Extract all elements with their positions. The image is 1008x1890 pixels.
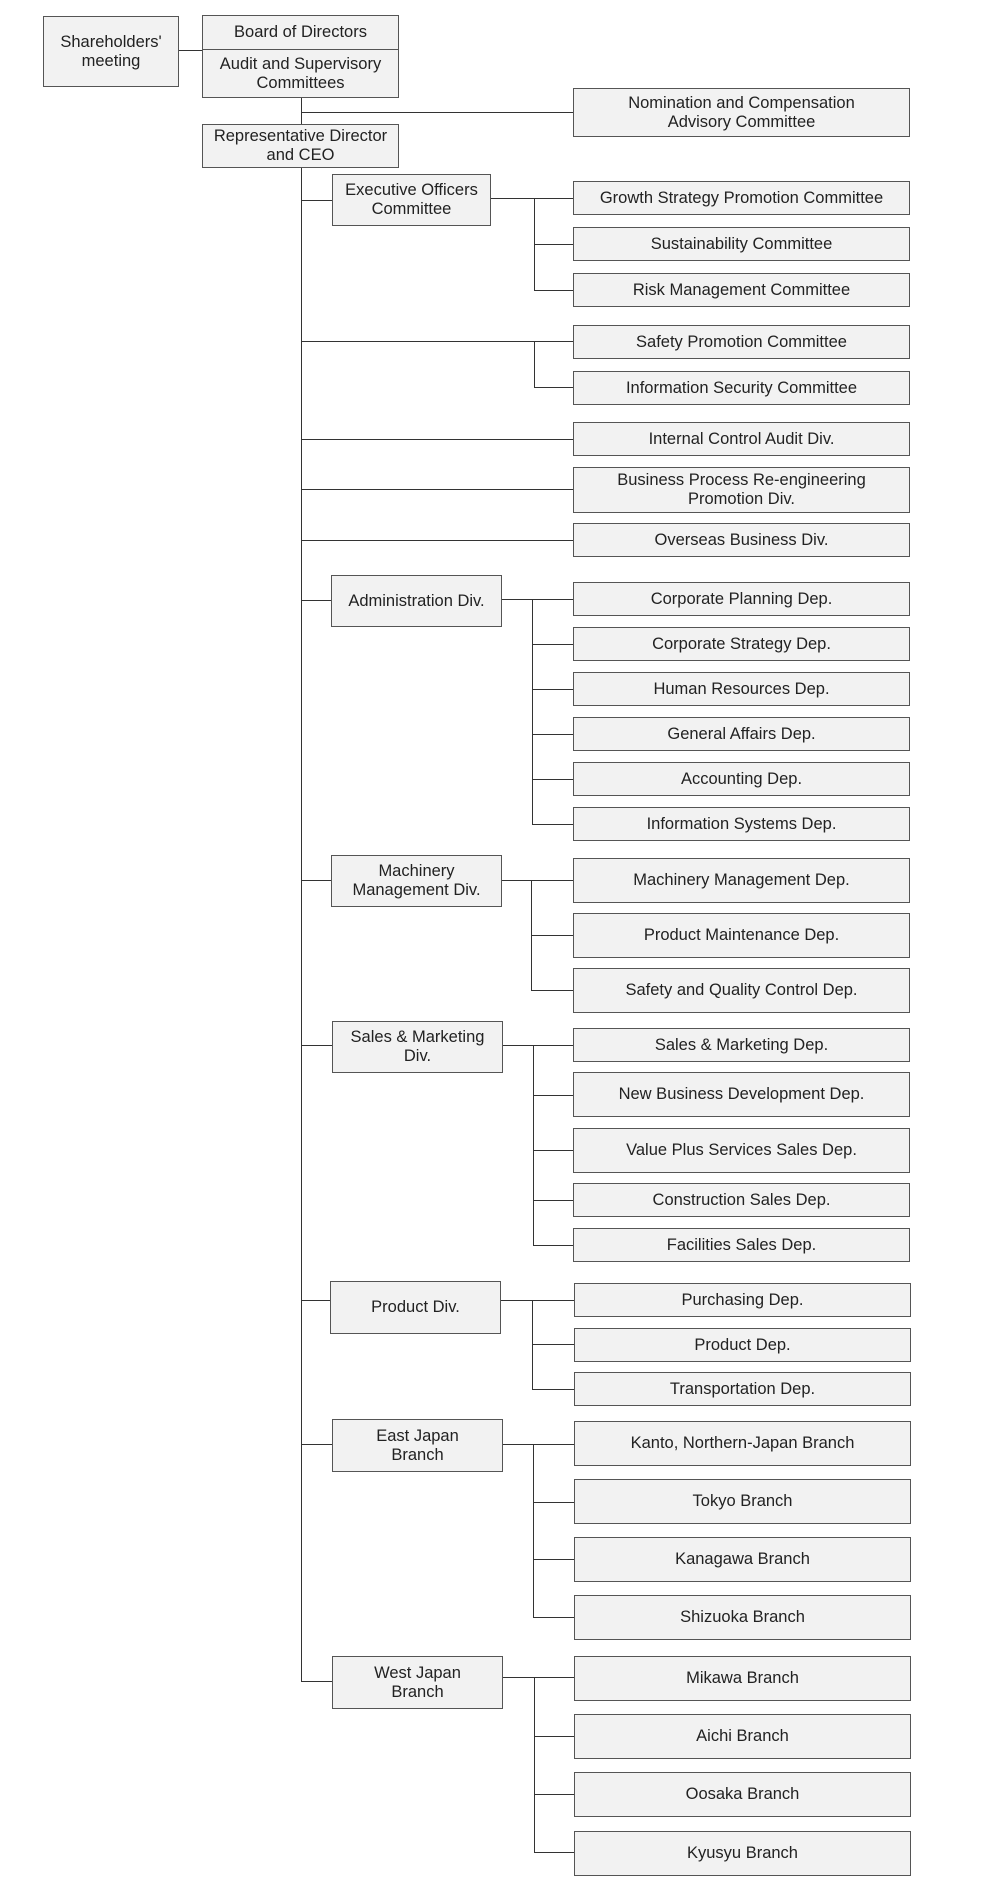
connector — [490, 198, 574, 199]
information-security-committee-box: Information Security Committee — [573, 371, 910, 405]
connector — [533, 1095, 574, 1096]
oosaka-branch-box: Oosaka Branch — [574, 1772, 911, 1817]
connector — [534, 1736, 575, 1737]
value-plus-services-box: Value Plus Services Sales Dep. — [573, 1128, 910, 1173]
connector — [301, 1444, 333, 1445]
connector — [301, 540, 574, 541]
product-div-box: Product Div. — [330, 1281, 501, 1334]
connector — [532, 644, 574, 645]
connector — [301, 880, 332, 881]
connector — [532, 599, 533, 825]
transportation-box: Transportation Dep. — [574, 1372, 911, 1406]
connector — [301, 200, 333, 201]
connector — [178, 50, 203, 51]
mikawa-branch-box: Mikawa Branch — [574, 1656, 911, 1701]
safety-quality-control-box: Safety and Quality Control Dep. — [573, 968, 910, 1013]
machinery-management-div-box: Machinery Management Div. — [331, 855, 502, 907]
connector — [301, 1045, 333, 1046]
internal-control-audit-box: Internal Control Audit Div. — [573, 422, 910, 456]
administration-div-box: Administration Div. — [331, 575, 502, 627]
connector — [534, 1852, 575, 1853]
executive-officers-committee-box: Executive Officers Committee — [332, 174, 491, 226]
connector — [532, 1344, 575, 1345]
east-japan-branch-box: East Japan Branch — [332, 1419, 503, 1472]
sustainability-committee-box: Sustainability Committee — [573, 227, 910, 261]
product-maintenance-box: Product Maintenance Dep. — [573, 913, 910, 958]
machinery-management-dep-box: Machinery Management Dep. — [573, 858, 910, 903]
connector — [533, 1245, 574, 1246]
human-resources-box: Human Resources Dep. — [573, 672, 910, 706]
sales-marketing-div-box: Sales & Marketing Div. — [332, 1021, 503, 1073]
information-systems-box: Information Systems Dep. — [573, 807, 910, 841]
audit-committees-box: Audit and Supervisory Committees — [202, 49, 399, 98]
connector — [533, 1502, 575, 1503]
kanagawa-branch-box: Kanagawa Branch — [574, 1537, 911, 1582]
connector — [301, 600, 332, 601]
growth-strategy-committee-box: Growth Strategy Promotion Committee — [573, 181, 910, 215]
connector — [532, 779, 574, 780]
connector — [532, 734, 574, 735]
overseas-business-box: Overseas Business Div. — [573, 523, 910, 557]
connector — [301, 98, 302, 124]
connector — [532, 824, 574, 825]
construction-sales-box: Construction Sales Dep. — [573, 1183, 910, 1217]
connector — [533, 1444, 534, 1618]
connector — [533, 1045, 534, 1246]
corporate-strategy-box: Corporate Strategy Dep. — [573, 627, 910, 661]
connector — [533, 1617, 575, 1618]
connector — [301, 1681, 333, 1682]
general-affairs-box: General Affairs Dep. — [573, 717, 910, 751]
connector — [534, 244, 574, 245]
bpr-promotion-box: Business Process Re-engineering Promotion Div. — [573, 467, 910, 513]
purchasing-box: Purchasing Dep. — [574, 1283, 911, 1317]
kyusyu-branch-box: Kyusyu Branch — [574, 1831, 911, 1876]
shareholders-meeting-box: Shareholders' meeting — [43, 16, 179, 87]
connector — [503, 1444, 575, 1445]
connector — [533, 1200, 574, 1201]
connector — [534, 341, 535, 388]
aichi-branch-box: Aichi Branch — [574, 1714, 911, 1759]
shizuoka-branch-box: Shizuoka Branch — [574, 1595, 911, 1640]
connector — [301, 112, 574, 113]
sales-marketing-dep-box: Sales & Marketing Dep. — [573, 1028, 910, 1062]
nomination-committee-box: Nomination and Compensation Advisory Committee — [573, 88, 910, 137]
kanto-northern-japan-box: Kanto, Northern-Japan Branch — [574, 1421, 911, 1466]
connector — [534, 387, 574, 388]
safety-promotion-committee-box: Safety Promotion Committee — [573, 325, 910, 359]
connector — [301, 489, 574, 490]
connector — [534, 1794, 575, 1795]
connector — [503, 1677, 575, 1678]
new-business-development-box: New Business Development Dep. — [573, 1072, 910, 1117]
connector — [503, 1045, 574, 1046]
west-japan-branch-box: West Japan Branch — [332, 1656, 503, 1709]
connector — [532, 689, 574, 690]
facilities-sales-box: Facilities Sales Dep. — [573, 1228, 910, 1262]
connector — [534, 290, 574, 291]
connector — [531, 935, 574, 936]
board-of-directors-box: Board of Directors — [202, 15, 399, 50]
connector — [502, 880, 574, 881]
tokyo-branch-box: Tokyo Branch — [574, 1479, 911, 1524]
risk-management-committee-box: Risk Management Committee — [573, 273, 910, 307]
connector — [531, 990, 574, 991]
ceo-box: Representative Director and CEO — [202, 124, 399, 168]
connector — [502, 599, 574, 600]
connector — [532, 1389, 575, 1390]
connector — [534, 1677, 535, 1853]
connector — [533, 1150, 574, 1151]
connector — [301, 1300, 331, 1301]
product-dep-box: Product Dep. — [574, 1328, 911, 1362]
main-spine — [301, 167, 302, 1682]
corporate-planning-box: Corporate Planning Dep. — [573, 582, 910, 616]
accounting-box: Accounting Dep. — [573, 762, 910, 796]
connector — [301, 439, 574, 440]
connector — [501, 1300, 575, 1301]
connector — [533, 1559, 575, 1560]
